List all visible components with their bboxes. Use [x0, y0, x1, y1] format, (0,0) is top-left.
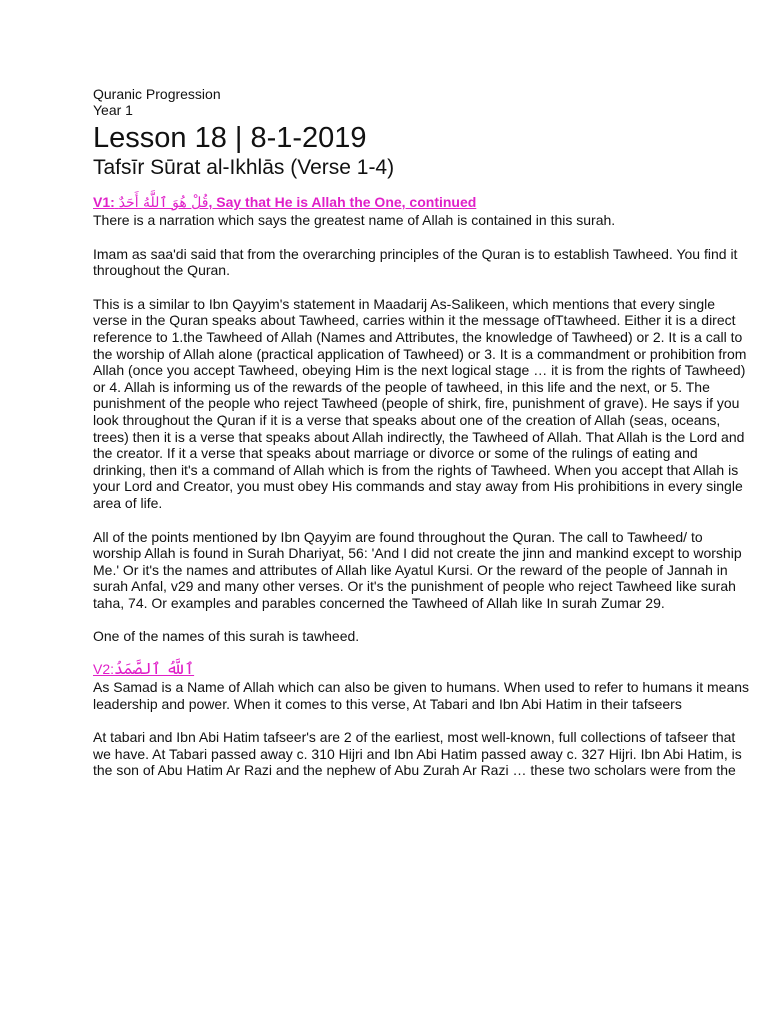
tafsir-title: Tafsīr Sūrat al-Ikhlās (Verse 1-4)	[93, 156, 395, 179]
paragraph-ibn-qayyim: This is a similar to Ibn Qayyim's statement in Maadarij As-Salikeen, which mentions that every single verse in the Quran speaks about Tawheed, carries within it the message ofTtawheed. Either it is a direct reference to 1.the Tawheed of Allah (Names and Attributes, the knowledge of Tawheed) or 2. It is a call to the worship of Allah alone (practical application of Tawheed) or 3. It is a commandment or prohibition from Allah (once you accept Tawheed, obeying Him is the next logical stage … it is from the rights of Tawheed) or 4. Allah is informing us of the rewards of the people of tawheed, in this life and the next, or 5. The punishment of the people who reject Tawheed (people of shirk, fire, punishment of grave). He says if you look throughout the Quran if it is a verse that speaks about one of the creation of Allah (seas, oceans, trees) then it is a verse that speaks about Allah indirectly, the Tawheed of Allah. That Allah is the Lord and the creator. If it a verse that speaks about marriage or divorce or some of the rulings of eating and drinking, then it's a command of Allah which is from the rights of Tawheed. When you accept that Allah is your Lord and Creator, you must obey His commands and stay away from His prohibitions in every single area of life.	[93, 295, 747, 511]
verse-2-heading	[93, 659, 753, 679]
paragraph-as-samad: As Samad is a Name of Allah which can also be given to humans. When used to refer to humans it means leadership and power. When it comes to this verse, At Tabari and Ibn Abi Hatim in their tafseers	[93, 679, 750, 712]
paragraph-saadi: Imam as saa'di said that from the overarching principles of the Quran is to establish Tawheed. You find it throughout the Quran.	[93, 245, 738, 279]
paragraph-surah-name: One of the names of this surah is tawheed.	[93, 628, 360, 645]
document-page	[93, 86, 753, 779]
course-name: Quranic Progression	[93, 86, 221, 102]
paragraph-tafseer-collections: At tabari and Ibn Abi Hatim tafseer's are 2 of the earliest, most well-known, full collections of tafseer that we have. At Tabari passed away c. 310 Hijri and Ibn Abi Hatim passed away c. 327 Hijri. Ibn Abi Hatim, is the son of Abu Hatim Ar Razi and the nephew of Abu Zurah Ar Razi … these two scholars were from the	[93, 729, 742, 779]
verse-1-english: , Say that He is Allah the One, continued	[208, 194, 477, 210]
verse-1-arabic: قُلْ هُوَ ٱللَّهُ أَحَدٌ	[118, 195, 209, 211]
paragraph-narration: There is a narration which says the greatest name of Allah is contained in this surah.	[93, 212, 616, 228]
year-label: Year 1	[93, 102, 133, 118]
verse-2-arabic: ٱللَّهُ ٱلصَّمَدُ	[114, 659, 195, 679]
paragraph-points: All of the points mentioned by Ibn Qayyim are found throughout the Quran. The call to Tawheed/ to worship Allah is found in Surah Dhariyat, 56: 'And I did not create the jinn and mankind except to worship Me.' Or it's the names and attributes of Allah like Ayatul Kursi. Or the reward of the people of Jannah in surah Anfal, v29 and many other verses. Or it's the punishment of people who reject Tawheed like surah taha, 74. Or examples and parables concerned the Tawheed of Allah like In surah Zumar 29.	[93, 528, 742, 611]
verse-1-label: V1:	[93, 194, 115, 210]
lesson-title: Lesson 18 | 8-1-2019	[93, 122, 367, 154]
verse-1-heading	[93, 194, 753, 212]
verse-2-label: V2:	[93, 661, 115, 678]
